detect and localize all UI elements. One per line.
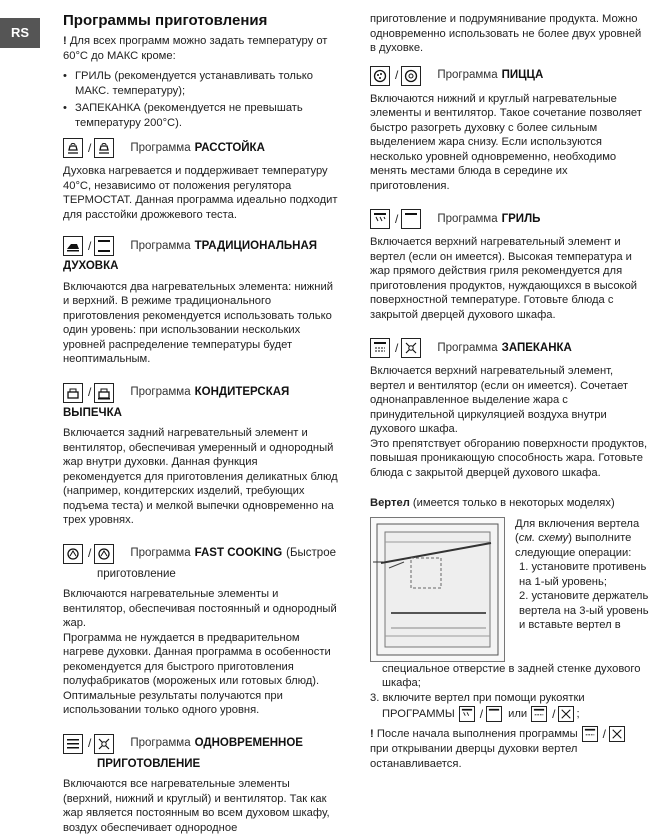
spit-intro <box>515 517 650 561</box>
proofing-icon <box>63 138 83 158</box>
program-name-line2: ДУХОВКА <box>63 260 119 272</box>
note-text-1: После начала выполнения программы <box>376 727 578 740</box>
program-name: ПИЦЦА <box>501 69 544 82</box>
spit-note: ! После начала выполнения программы / <box>370 726 650 742</box>
language-code: RS <box>10 24 30 40</box>
gratin-icon <box>582 726 598 742</box>
fan-heat-icon <box>558 706 574 722</box>
program-body: Включается задний нагревательный элемент и вентилятор, обеспечивая умеренный и однородный жар внутри духовки. Данная функция рекомендуется для приготовления деликатных блюд (например, кондитерских изделий, требующих подъема теста) и мелкой выпечки одновременно на трех уровнях. <box>63 427 338 526</box>
top-heat-icon <box>401 209 421 229</box>
program-word: Программа <box>437 69 498 82</box>
spit-step-2-cont: специальное отверстие в задней стенке духового шкафа; <box>382 662 641 689</box>
pizza-fan-icon <box>401 66 421 86</box>
spit-intro-end: ) выполните следующие операции: <box>515 532 632 559</box>
program-heading-pizza: / Программа ПИЦЦА <box>370 66 650 86</box>
pizza-icon <box>370 66 390 86</box>
program-name: ОДНОВРЕМЕННОЕ <box>194 737 303 750</box>
program-word: Программа <box>130 737 191 750</box>
program-body: Включаются два нагревательных элемента: нижний и верхний. В режиме традиционального приготовления рекомендуется использовать только один уровень: при использовании нескольких уровней распределение температуры будет неоптимальным. <box>63 280 333 365</box>
gratin-icon <box>531 706 547 722</box>
fast-cooking-icon <box>63 544 83 564</box>
list-item: • ЗАПЕКАНКА (рекомендуется не превышать температуру 200°С). <box>75 101 338 130</box>
program-name-suffix: (Быстрое <box>286 547 336 560</box>
or-word: или <box>508 707 528 720</box>
program-heading-multilevel: / Программа ОДНОВРЕМЕННОЕ <box>63 734 338 754</box>
program-word: Программа <box>130 239 191 252</box>
program-name: КОНДИТЕРСКАЯ <box>194 386 290 399</box>
program-name: ГРИЛЬ <box>501 212 541 225</box>
program-heading-pastry: / Программа КОНДИТЕРСКАЯ <box>63 383 338 403</box>
fan-heat-icon <box>94 734 114 754</box>
multilevel-icon <box>63 734 83 754</box>
program-name-line2: ПРИГОТОВЛЕНИЕ <box>97 757 201 770</box>
program-word: Программа <box>130 386 191 399</box>
program-body: Включается верхний нагревательный элемент, вертел и вентилятор (если он имеется). Сочетает однонаправленное выделение жара с принудительной циркуляцией воздуха внутри духового шкафа. Это препятствует обгоранию поверхности продуктов, повышая проникающую способность жара. Готовьте блюда с закрытой дверцей духового шкафа. <box>370 365 648 479</box>
intro-body: Для всех программ можно задать температуру от 60°С до МАКС кроме: <box>63 35 328 62</box>
program-name: РАССТОЙКА <box>194 141 265 154</box>
pastry-icon <box>63 383 83 403</box>
spit-intro-start: Для включения вертела ( <box>515 517 640 544</box>
spit-step-2: 2. установите держатель вертела на 3-ый уровень и вставьте вертел в <box>519 590 649 631</box>
exceptions-list <box>63 69 338 130</box>
oven-spit-diagram <box>370 517 505 662</box>
program-word: Программа <box>130 141 191 154</box>
fast-cooking-fan-icon <box>94 544 114 564</box>
program-name: ТРАДИЦИОНАЛЬНАЯ <box>194 239 318 252</box>
top-heat-icon <box>486 706 502 722</box>
program-heading-fast-cooking: / Программа FAST COOKING (Быстрое <box>63 544 338 564</box>
program-body: Включается верхний нагревательный элемент и вертел (если он имеется). Высокая температура и жар прямого действия гриля рекомендуется для приготовления продуктов, нуждающихся в высокой поверхностной температуре. Готовьте блюда с закрытой дверцей духового шкафа. <box>370 236 638 321</box>
program-body: Включаются нагревательные элементы и вентилятор, обеспечивая постоянный и однородный жар. Программа не нуждается в предварительном нагреве духовки. Данная программа в особенности рекомендуется для быстрого приготовления полуфабрикатов (мороженых или готовых блюд). Оптимальные результаты получаются при использовании только одного уровня. <box>63 588 337 716</box>
intro-text <box>63 34 338 63</box>
warning-mark: ! <box>63 35 67 47</box>
program-body: Включаются все нагревательные элементы (верхний, нижний и круглый) и вентилятор. Так как жар является постоянным во всем духовом шкафу, воздух обеспечивает однородное <box>63 778 330 834</box>
spit-step-3-icons: ПРОГРАММЫ / или / ; <box>382 706 580 721</box>
spit-title-suffix: (имеется только в некоторых моделях) <box>412 497 615 509</box>
spit-step-3: 3. включите вертел при помощи рукоятки <box>370 691 585 704</box>
top-bottom-heat-icon <box>94 236 114 256</box>
fan-heat-icon <box>401 338 421 358</box>
gratin-icon <box>370 338 390 358</box>
spit-section <box>370 517 650 662</box>
language-tab <box>0 18 40 48</box>
program-heading-rasstoyka: / Программа РАССТОЙКА <box>63 138 338 158</box>
iron-icon <box>63 236 83 256</box>
programs-label: ПРОГРАММЫ <box>382 707 455 720</box>
program-body: Духовка нагревается и поддерживает температуру 40°С, независимо от положения регулятора ТЕРМОСТАТ. Данная программа идеально подходит для расстойки дрожжевого теста. <box>63 165 338 221</box>
program-name-line2: приготовление <box>97 567 176 580</box>
grill-icon <box>459 706 475 722</box>
spit-title: Вертел <box>370 497 410 509</box>
list-item: • ГРИЛЬ (рекомендуется устанавливать только МАКС. температуру); <box>75 69 338 98</box>
note-text-2: при открывании дверцы духовки вертел останавливается. <box>370 743 578 770</box>
page-title: Программы приготовления <box>63 12 268 29</box>
fan-heat-icon <box>609 726 625 742</box>
program-heading-gratin: / Программа ЗАПЕКАНКА <box>370 338 650 358</box>
program-heading-grill: / Программа ГРИЛЬ <box>370 209 650 229</box>
grill-icon <box>370 209 390 229</box>
spit-intro-ref: см. схему <box>518 532 569 544</box>
spit-heading <box>370 496 650 511</box>
pastry-fan-icon <box>94 383 114 403</box>
program-word: Программа <box>437 212 498 225</box>
warning-mark: ! <box>370 727 374 740</box>
program-body: Включаются нижний и круглый нагревательные элементы и вентилятор. Такое сочетание позволяет быстро разогреть духовку с более сильным выделением жара снизу. Если используются несколько уровней одновременно, необходимо менять местами блюда в середине их приготовления. <box>370 92 642 192</box>
left-column <box>63 0 338 835</box>
program-name-line2: ВЫПЕЧКА <box>63 406 122 419</box>
spit-instructions <box>515 517 650 662</box>
right-column <box>370 0 650 771</box>
spit-step-1: 1. установите противень на 1-ый уровень; <box>519 561 647 588</box>
continued-text: приготовление и подрумянивание продукта. Можно одновременно использовать не более двух уровней в духовке. <box>370 13 642 54</box>
program-name: FAST COOKING <box>194 547 283 560</box>
program-word: Программа <box>130 547 191 560</box>
program-word: Программа <box>437 341 498 354</box>
proofing-fan-icon <box>94 138 114 158</box>
program-heading-traditional: / Программа ТРАДИЦИОНАЛЬНАЯ <box>63 236 338 256</box>
program-name: ЗАПЕКАНКА <box>501 341 572 354</box>
